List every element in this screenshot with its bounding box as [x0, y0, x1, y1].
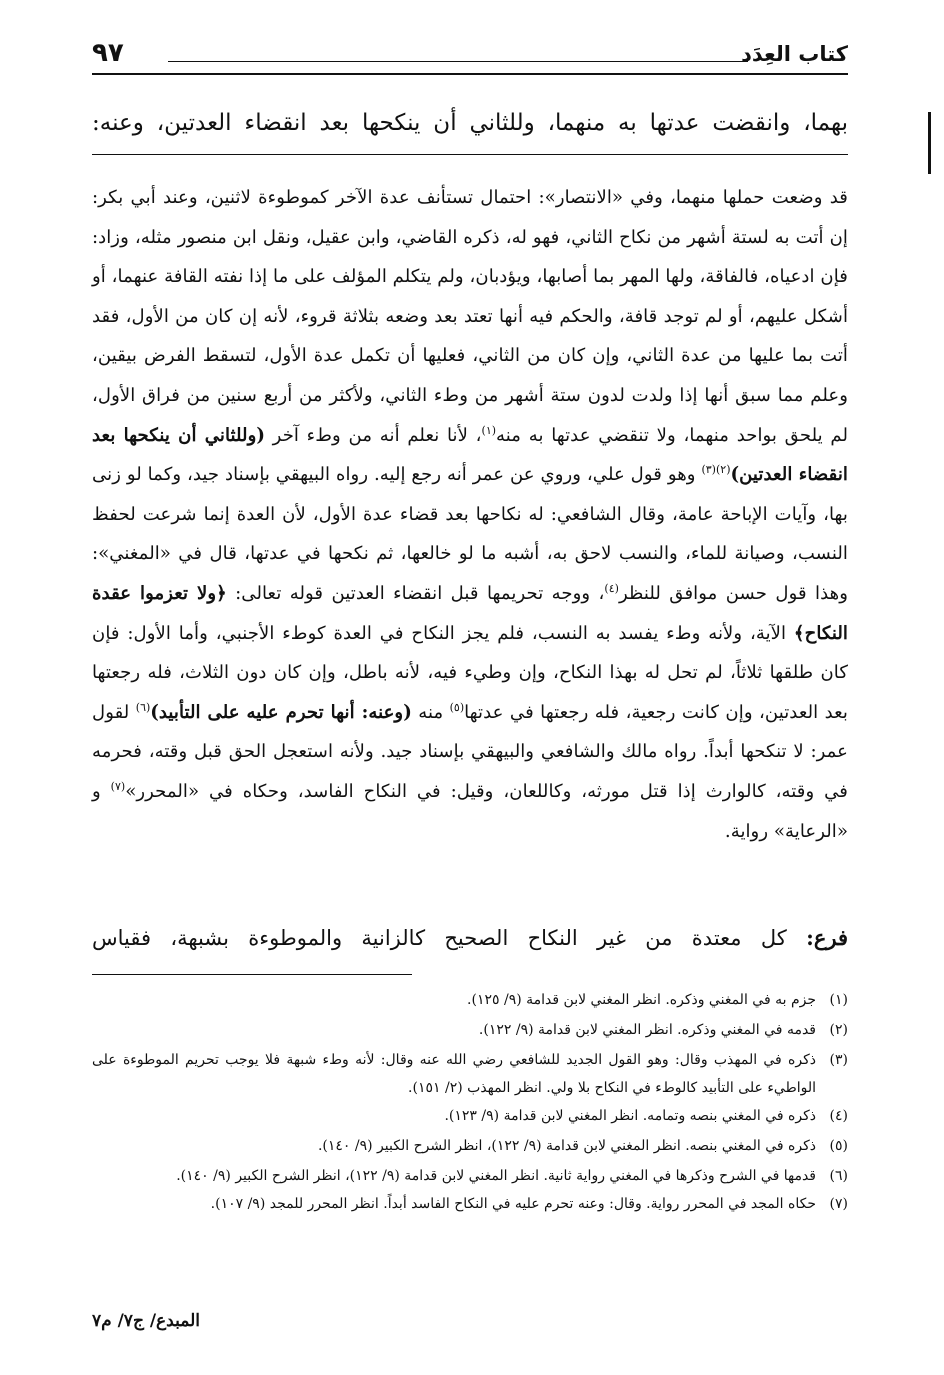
- footnote-text: ذكره في المغني بنصه. انظر المغني لابن قدامة (٩/ ١٢٢)، انظر الشرح الكبير (٩/ ١٤٠).: [317, 1138, 816, 1154]
- footnote-ref: (٦): [135, 700, 151, 714]
- footnote-ref: (٤): [604, 581, 619, 595]
- footnote-number: (٣): [829, 1052, 848, 1068]
- footnote-ref: (٢)(٣): [701, 463, 731, 477]
- footnote-divider: [92, 974, 412, 975]
- footnote: [92, 1132, 848, 1160]
- matn-quote: (وللثاني أن ينكحها بعد انقضاء العدتين): [92, 424, 848, 486]
- subsection-far: [92, 918, 848, 958]
- body-text: منه: [418, 701, 444, 723]
- header-rule: [168, 61, 748, 62]
- body-text: ، ووجه تحريمها قبل انقضاء العدتين قوله تعالى:: [235, 582, 605, 604]
- footnote: [92, 1102, 848, 1130]
- footnotes: [92, 986, 848, 1218]
- margin-marker: [928, 112, 931, 174]
- footnote-text: ذكره في المهذب وقال: وهو القول الجديد للشافعي رضي الله عنه وقال: لأنه وطء شبهة فلا يوجب تحريم الموطوءة على الواطيء على التأبيد كالوطء في النكاح بلا ولي. انظر المهذب (٢/ ١٥١).: [92, 1052, 816, 1096]
- running-header-title: كتاب العِدَد: [741, 42, 848, 66]
- far-text: كل معتدة من غير النكاح الصحيح كالزانية والموطوءة بشبهة، فقياس: [92, 926, 787, 950]
- header-divider: [92, 73, 848, 75]
- footnote-ref: (٧): [110, 779, 126, 793]
- footnote: [92, 986, 848, 1014]
- matn-divider: [92, 154, 848, 155]
- body-text: الآية، ولأنه وطء يفسد به النسب، فلم يجز النكاح في العدة كوطء الأجنبي، وأما الأول: فإن كان طلقها ثلاثاً، لم تحل له بهذا النكاح، وإن وطيء فيه، لأنه باطل، وإن كان دون الثلاث، فله رجعتها بعد العدتين، وإن كانت رجعية، فله رجعتها في عدتها: [92, 622, 848, 723]
- printer-signature: المبدع/ ج٧/ م٧: [92, 1311, 200, 1331]
- footnote-text: ذكره في المغني بنصه وتمامه. انظر المغني لابن قدامة (٩/ ١٢٣).: [444, 1108, 816, 1124]
- body-text: وهو قول علي، وروي عن عمر أنه رجع إليه. رواه البيهقي بإسناد جيد، وكما لو زنى بها، وآيات الإباحة عامة، وقال الشافعي: له نكاحها بعد قضاء عدة الأول، لأن العدة إنما شرعت لحفظ النسب، وصيانة للماء، والنسب لاحق به، أشبه ما لو خالعها، ثم نكحها في عدتها، قال في «المغني»: وهذا قول حسن موافق للنظر: [92, 464, 848, 604]
- footnote-number: (٧): [829, 1196, 848, 1212]
- footnote: [92, 1162, 848, 1190]
- commentary-text: [92, 178, 848, 851]
- body-text: ، لأنا نعلم أنه من وطء آخر: [272, 424, 482, 446]
- page-number: ٩٧: [92, 38, 124, 68]
- footnote-number: (٤): [829, 1108, 848, 1124]
- footnote: [92, 1016, 848, 1044]
- footnote-ref: (١): [481, 423, 497, 437]
- footnote-text: قدمها في الشرح وذكرها في المغني رواية ثانية. انظر المغني لابن قدامة (٩/ ١٢٢)، انظر الشرح الكبير (٩/ ١٤٠).: [176, 1168, 816, 1184]
- matn-text: بهما، وانقضت عدتها به منهما، وللثاني أن ينكحها بعد انقضاء العدتين، وعنه:: [92, 110, 848, 136]
- footnote-text: قدمه في المغني وذكره. انظر المغني لابن قدامة (٩/ ١٢٢).: [478, 1022, 816, 1038]
- footnote-text: جزم به في المغني وذكره. انظر المغني لابن قدامة (٩/ ١٢٥).: [467, 992, 816, 1008]
- body-text: و «الرعاية» رواية.: [92, 780, 848, 842]
- body-text: قد وضعت حملها منهما، وفي «الانتصار»: احتمال تستأنف عدة الآخر كموطوءة لاثنين، وعند أبي بكر: إن أتت به لستة أشهر من نكاح الثاني، فهو له، ذكره القاضي، وابن عقيل، ونقل ابن منصور مثله، وزاد: فإن ادعياه، فالفاقة، ولها المهر بما أصابها، ويؤدبان، ولم يتكلم المؤلف على ما إذا نفته القافة عنهما، أو أشكل عليهم، أو لم توجد قافة، والحكم فيه أنها تعتد بعد وضعه بثلاثة قروء، لأنه إن كان من الأول، فقد أتت بما عليها من عدة الثاني، وإن كان من الثاني، فعليها أن تكمل عدة الأول، لتسقط الفرض بيقين، وعلم مما سبق أنها إذا ولدت لدون ستة أشهر من وطء الثاني، ولأكثر من أربع سنين من فراق الأول، لم يلحق بواحد منهما، ولا تنقضي عدتها به منه: [92, 187, 848, 446]
- footnote: [92, 1190, 848, 1218]
- footnote-number: (٥): [829, 1138, 848, 1154]
- footnote-text: حكاه المجد في المحرر رواية. وقال: وعنه تحرم عليه في النكاح الفاسد أبداً. انظر المحرر للمجد (٩/ ١٠٧).: [210, 1196, 816, 1212]
- footnote-number: (٢): [829, 1022, 848, 1038]
- footnote-ref: (٥): [449, 700, 465, 714]
- footnote-number: (١): [829, 992, 848, 1008]
- body-text: لقول عمر: لا تنكحها أبداً. رواه مالك والشافعي والبيهقي بإسناد جيد. ولأنه استعجل الحق قبل وقته، فحرمه في وقته، كالوارث إذا قتل مورثه، وكاللعان، وقيل: في النكاح الفاسد، وحكاه في «المحرر»: [92, 701, 848, 802]
- footnote-number: (٦): [829, 1168, 848, 1184]
- quran-verse: ﴿ولا تعزموا عقدة النكاح﴾: [92, 582, 848, 644]
- far-label: فرع:: [806, 925, 848, 950]
- matn-quote: (وعنه: أنها تحرم عليه على التأبيد): [150, 701, 412, 723]
- footnote: [92, 1046, 848, 1102]
